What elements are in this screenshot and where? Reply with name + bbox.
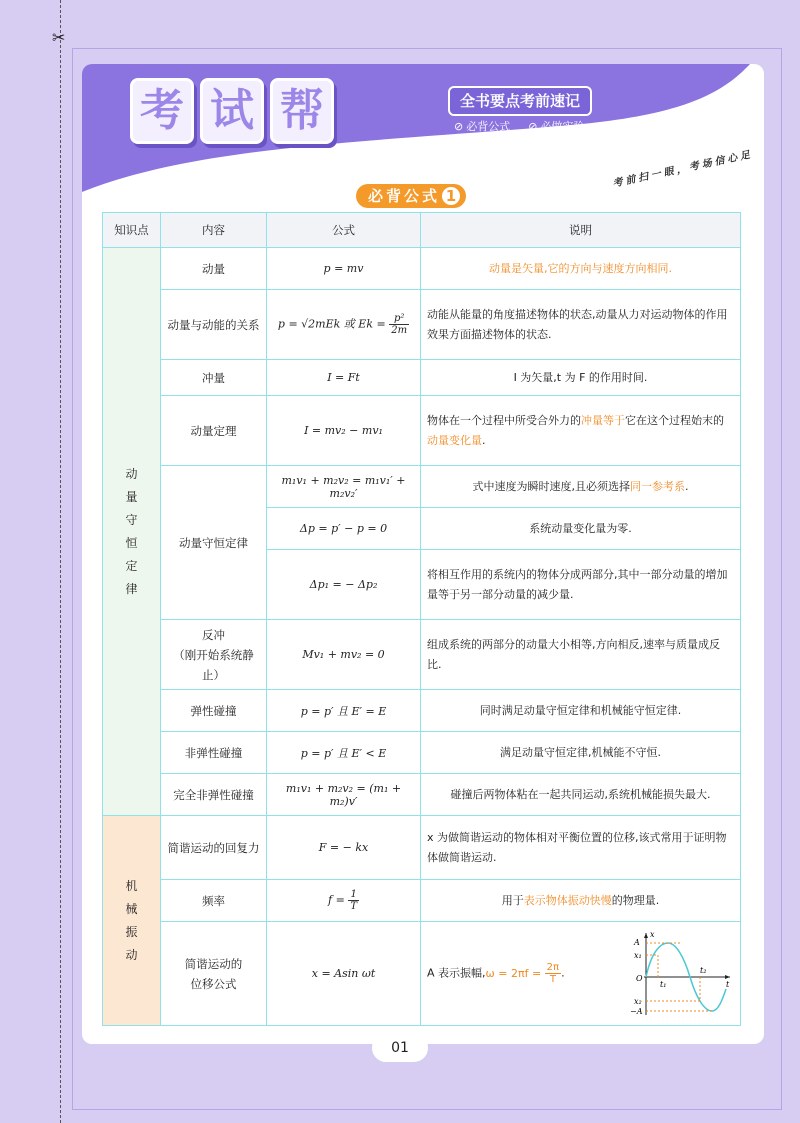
cut-line [60,0,61,1123]
row-formula: I = Ft [267,360,421,396]
row-desc: 式中速度为瞬时速度,且必须选择同一参考系. [421,466,741,508]
brand-logo [130,78,340,144]
label-x2: x₂ [634,996,642,1006]
row-formula: p = mv [267,248,421,290]
row-desc: 动量是矢量,它的方向与速度方向相同. [421,248,741,290]
row-desc: I 为矢量,t 为 F 的作用时间. [421,360,741,396]
row-name: 完全非弹性碰撞 [161,774,267,816]
row-formula: m₁v₁ + m₂v₂ = (m₁ + m₂)v′ [267,774,421,816]
table-row [103,732,741,774]
check-circle-icon: ⊘ [528,120,538,133]
group-mechanical-vibration: 机械振动 [103,816,161,1026]
x-axis-arrow [644,933,648,938]
label-t: t [726,979,730,989]
row-name: 简谐运动的回复力 [161,816,267,880]
label-t2: t₂ [700,965,707,975]
row-name: 非弹性碰撞 [161,732,267,774]
group-momentum-conservation: 动量守恒定律 [103,248,161,816]
header-explanation: 说明 [421,213,741,248]
label-A: A [634,937,640,947]
header-content: 内容 [161,213,267,248]
row-formula: p = p′ 且 E′ = E [267,690,421,732]
logo-char: 试 [200,78,264,144]
header-knowledge: 知识点 [103,213,161,248]
row-name: 简谐运动的 位移公式 [161,922,267,1026]
check-item: ⊘ 必背公式 [454,120,511,133]
table-row [103,290,741,360]
row-desc: x 为做简谐运动的物体相对平衡位置的位移,该式常用于证明物体做简谐运动. [421,816,741,880]
row-desc: 满足动量守恒定律,机械能不守恒. [421,732,741,774]
row-desc: 系统动量变化量为零. [421,508,741,550]
label-x: x [650,929,655,939]
table-row [103,774,741,816]
table-row [103,880,741,922]
page-number: 01 [372,1034,428,1062]
check-circle-icon: ⊘ [454,120,464,133]
scissors-icon: ✂ [52,28,66,47]
check-item: ⊘ 必做实验 [528,120,585,133]
table-header-row [103,213,741,248]
shm-graph [622,929,734,1019]
row-formula: I = mv₂ − mv₁ [267,396,421,466]
fraction: $\frac{1}{T}$ [350,889,357,912]
table-row [103,922,741,1026]
table-row [103,396,741,466]
section-title: 必背公式 1 [356,184,466,208]
fraction: $\frac{2\pi}{T}$ [546,962,560,985]
row-formula: x = Asin ωt [267,922,421,1026]
row-formula: F = − kx [267,816,421,880]
row-desc: 组成系统的两部分的动量大小相等,方向相反,速率与质量成反比. [421,620,741,690]
fraction: $\frac{\text{p²}}{2m}$ [391,313,408,336]
row-desc: 将相互作用的系统内的物体分成两部分,其中一部分动量的增加量等于另一部分动量的减少量. [421,550,741,620]
header-formula: 公式 [267,213,421,248]
row-desc: 同时满足动量守恒定律和机械能守恒定律. [421,690,741,732]
row-desc: 用于表示物体振动快慢的物理量. [421,880,741,922]
slogan: 考前扫一眼，考场信心足 [611,149,754,190]
t-axis-arrow [725,975,730,979]
row-formula: p = p′ 且 E′ < E [267,732,421,774]
row-name: 弹性碰撞 [161,690,267,732]
row-desc: 物体在一个过程中所受合外力的冲量等于它在这个过程始末的动量变化量. [421,396,741,466]
row-name: 动量守恒定律 [161,466,267,620]
row-name: 反冲 （刚开始系统静止） [161,620,267,690]
label-O: O [636,973,643,983]
row-formula: Δp₁ = − Δp₂ [267,550,421,620]
table-row [103,360,741,396]
table-row [103,620,741,690]
table-row [103,690,741,732]
row-formula: p = √2mEk 或 Ek = $\frac{\text{p²}}{2m}$ [267,290,421,360]
row-name: 动量 [161,248,267,290]
logo-char: 帮 [270,78,334,144]
row-desc: 碰撞后两物体粘在一起共同运动,系统机械能损失最大. [421,774,741,816]
row-desc: 动能从能量的角度描述物体的状态,动量从力对运动物体的作用效果方面描述物体的状态. [421,290,741,360]
row-formula: Δp = p′ − p = 0 [267,508,421,550]
label-negA: −A [630,1006,643,1016]
row-formula: m₁v₁ + m₂v₂ = m₁v₁′ + m₂v₂′ [267,466,421,508]
row-name: 动量定理 [161,396,267,466]
formula-table [102,212,741,1026]
row-desc: A 表示振幅,ω = 2πf = $\frac{2\pi}{T}$ . A x₁ O x₂ −A t₁ t₂ t x [421,922,741,1026]
logo-char: 考 [130,78,194,144]
label-t1: t₁ [660,979,667,989]
header-subtitle: 全书要点考前速记 [448,86,592,116]
row-name: 频率 [161,880,267,922]
row-name: 冲量 [161,360,267,396]
table-row [103,466,741,508]
row-name: 动量与动能的关系 [161,290,267,360]
label-x1: x₁ [634,950,642,960]
table-row [103,248,741,290]
header-checklist [454,118,584,134]
row-formula: f = $\frac{1}{T}$ [267,880,421,922]
section-number: 1 [442,187,460,205]
page-card [82,64,764,1044]
row-formula: Mv₁ + mv₂ = 0 [267,620,421,690]
table-row [103,816,741,880]
